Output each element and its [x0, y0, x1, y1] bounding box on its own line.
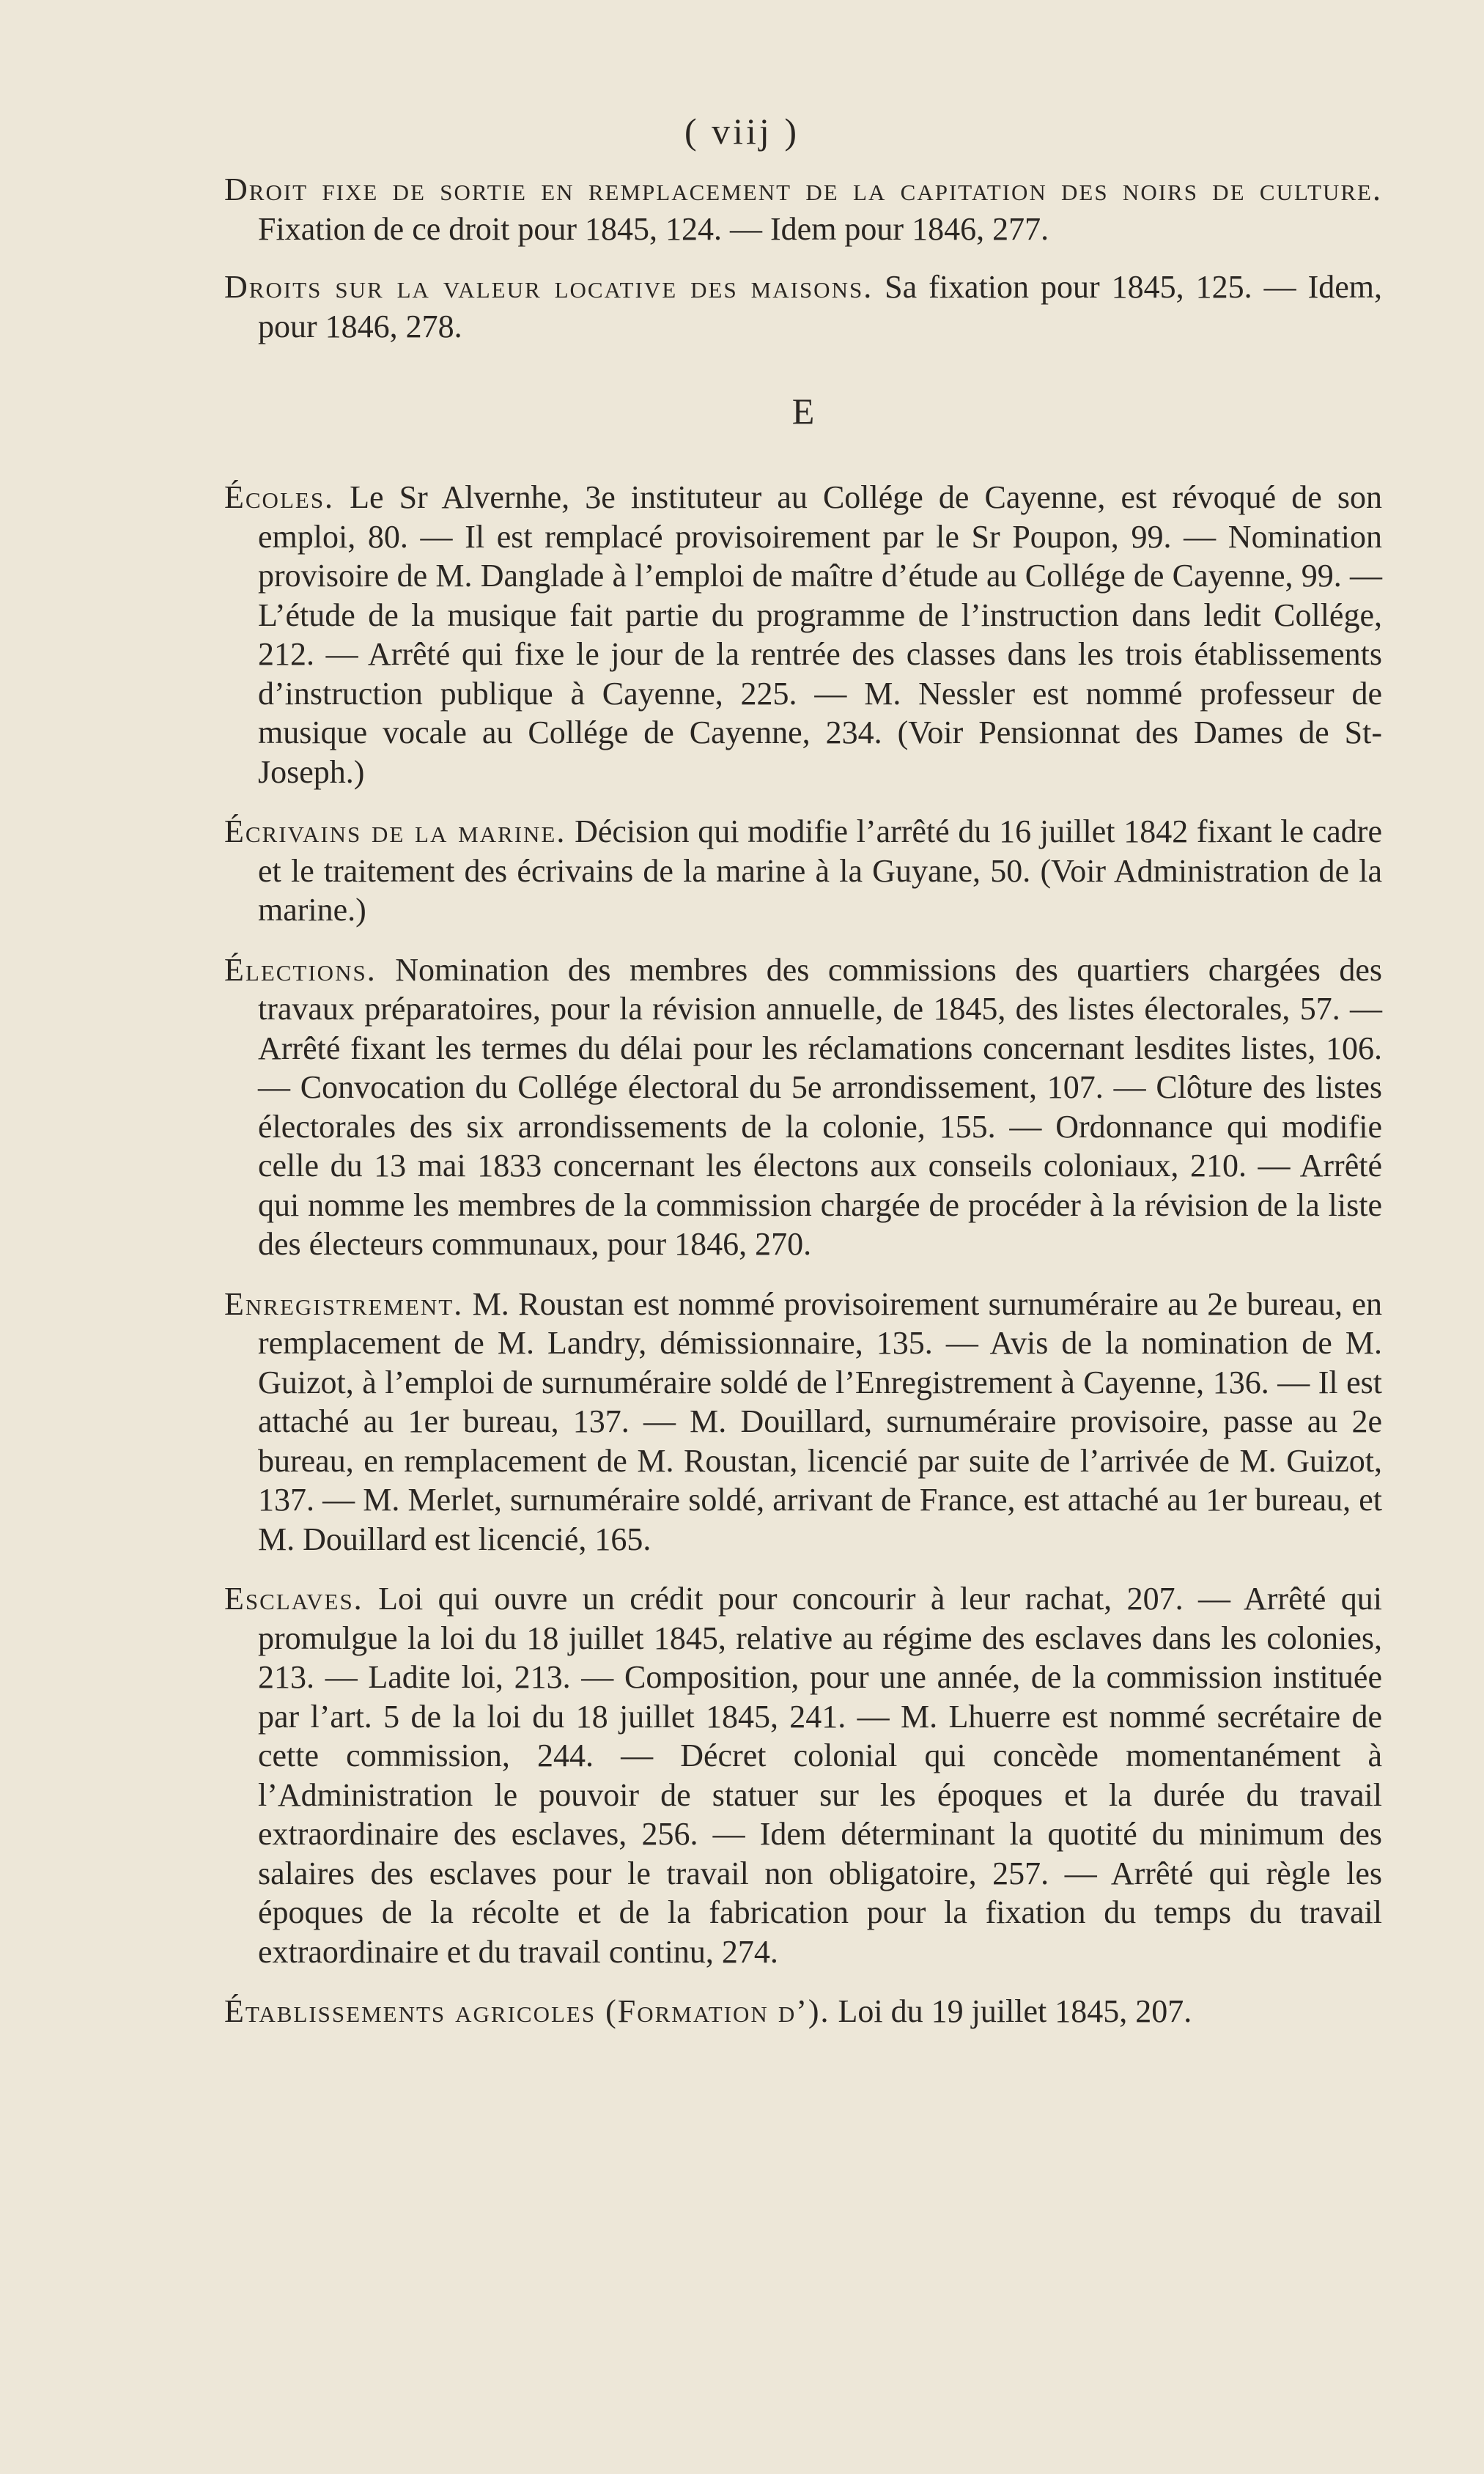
entry-spacer	[224, 791, 1382, 812]
index-entry	[224, 812, 1382, 930]
entry-heading: Écoles.	[224, 479, 335, 515]
entry-text: M. Roustan est nommé provisoirement surnuméraire au 2e bureau, en remplacement de M. Landry, démissionnaire, 135. — Avis de la nomination de M. Guizot, à l’emploi de surnuméraire soldé de l’Enregistrement à Cayenne, 136. — Il est attaché au 1er bureau, 137. — M. Douillard, surnuméraire provisoire, passe au 2e bureau, en remplacement de M. Roustan, licencié par suite de l’arrivée de M. Guizot, 137. — M. Merlet, surnuméraire soldé, arrivant de France, est attaché au 1er bureau, et M. Douillard est licencié, 165.	[258, 1285, 1382, 1557]
entry-heading: Élections.	[224, 951, 377, 988]
entry-heading: Écrivains de la marine.	[224, 813, 566, 849]
entry-spacer	[224, 930, 1382, 950]
entry-spacer	[224, 248, 1382, 267]
entry-heading: Droits sur la valeur locative des maisons.	[224, 269, 874, 305]
entry-text: Loi du 19 juillet 1845, 207.	[830, 1993, 1192, 2029]
section-letter: E	[791, 391, 815, 432]
entry-text: Fixation de ce droit pour 1845, 124. — Idem pour 1846, 277.	[258, 210, 1049, 247]
entry-text: Loi qui ouvre un crédit pour concourir à leur rachat, 207. — Arrêté qui promulgue la loi du 18 juillet 1845, relative au régime des esclaves dans les colonies, 213. — Ladite loi, 213. — Composition, pour une année, de la commission instituée par l’art. 5 de la loi du 18 juillet 1845, 241. — M. Lhuerre est nommé secrétaire de cette commission, 244. — Décret colonial qui concède momentanément à l’Administration le pouvoir de statuer sur les époques et la durée du travail extraordinaire des esclaves, 256. — Idem déterminant la quotité du minimum des salaires des esclaves pour le travail non obligatoire, 257. — Arrêté qui règle les époques de la récolte et de la fabrication pour la fixation du temps du travail extraordinaire et du travail continu, 274.	[258, 1581, 1382, 1970]
index-entry	[224, 1579, 1382, 1971]
entry-text: Nomination des membres des commissions des quartiers chargées des travaux préparatoires, pour la révision annuelle, de 1845, des listes électorales, 57. — Arrêté fixant les termes du délai pour les réclamations concernant lesdites listes, 106. — Convocation du Collége électoral du 5e arrondissement, 107. — Clôture des listes électorales des six arrondissements de la colonie, 155. — Ordonnance qui modifie celle du 13 mai 1833 concernant les électons aux conseils coloniaux, 210. — Arrêté qui nomme les membres de la commission chargée de procéder à la révision de la liste des électeurs communaux, pour 1846, 270.	[258, 951, 1382, 1262]
index-entry	[224, 170, 1382, 248]
entry-text: Sa fixation pour 1845, 125. — Idem, pour 1846, 278.	[258, 269, 1382, 344]
entry-heading: Droit fixe de sortie en remplacement de la capitation des noirs de culture.	[224, 171, 1382, 207]
entry-heading: Esclaves.	[224, 1581, 363, 1617]
index-entries	[224, 170, 1382, 2031]
page-number: ( viij )	[684, 111, 800, 152]
entry-spacer	[224, 1971, 1382, 1992]
entries-d	[224, 170, 1382, 346]
index-entry	[224, 267, 1382, 346]
entries-e	[224, 478, 1382, 2031]
index-entry	[224, 1285, 1382, 1559]
index-entry	[224, 950, 1382, 1264]
entry-spacer	[224, 1559, 1382, 1579]
entry-spacer	[224, 1264, 1382, 1285]
entry-text: Décision qui modifie l’arrêté du 16 juillet 1842 fixant le cadre et le traitement des écrivains de la marine à la Guyane, 50. (Voir Administration de la marine.)	[258, 813, 1382, 928]
entry-text: Le Sr Alvernhe, 3e instituteur au Collége de Cayenne, est révoqué de son emploi, 80. — Il est remplacé provisoirement par le Sr Poupon, 99. — Nomination provisoire de M. Danglade à l’emploi de maître d’étude au Collége de Cayenne, 99. — L’étude de la musique fait partie du programme de l’instruction dans ledit Collége, 212. — Arrêté qui fixe le jour de la rentrée des classes dans les trois établissements d’instruction publique à Cayenne, 225. — M. Nessler est nommé professeur de musique vocale au Collége de Cayenne, 234. (Voir Pensionnat des Dames de St-Joseph.)	[258, 479, 1382, 790]
entry-heading: Enregistrement.	[224, 1285, 464, 1322]
entry-heading: Établissements agricoles (Formation d’).	[224, 1993, 830, 2029]
index-entry	[224, 1992, 1382, 2031]
index-entry	[224, 478, 1382, 791]
